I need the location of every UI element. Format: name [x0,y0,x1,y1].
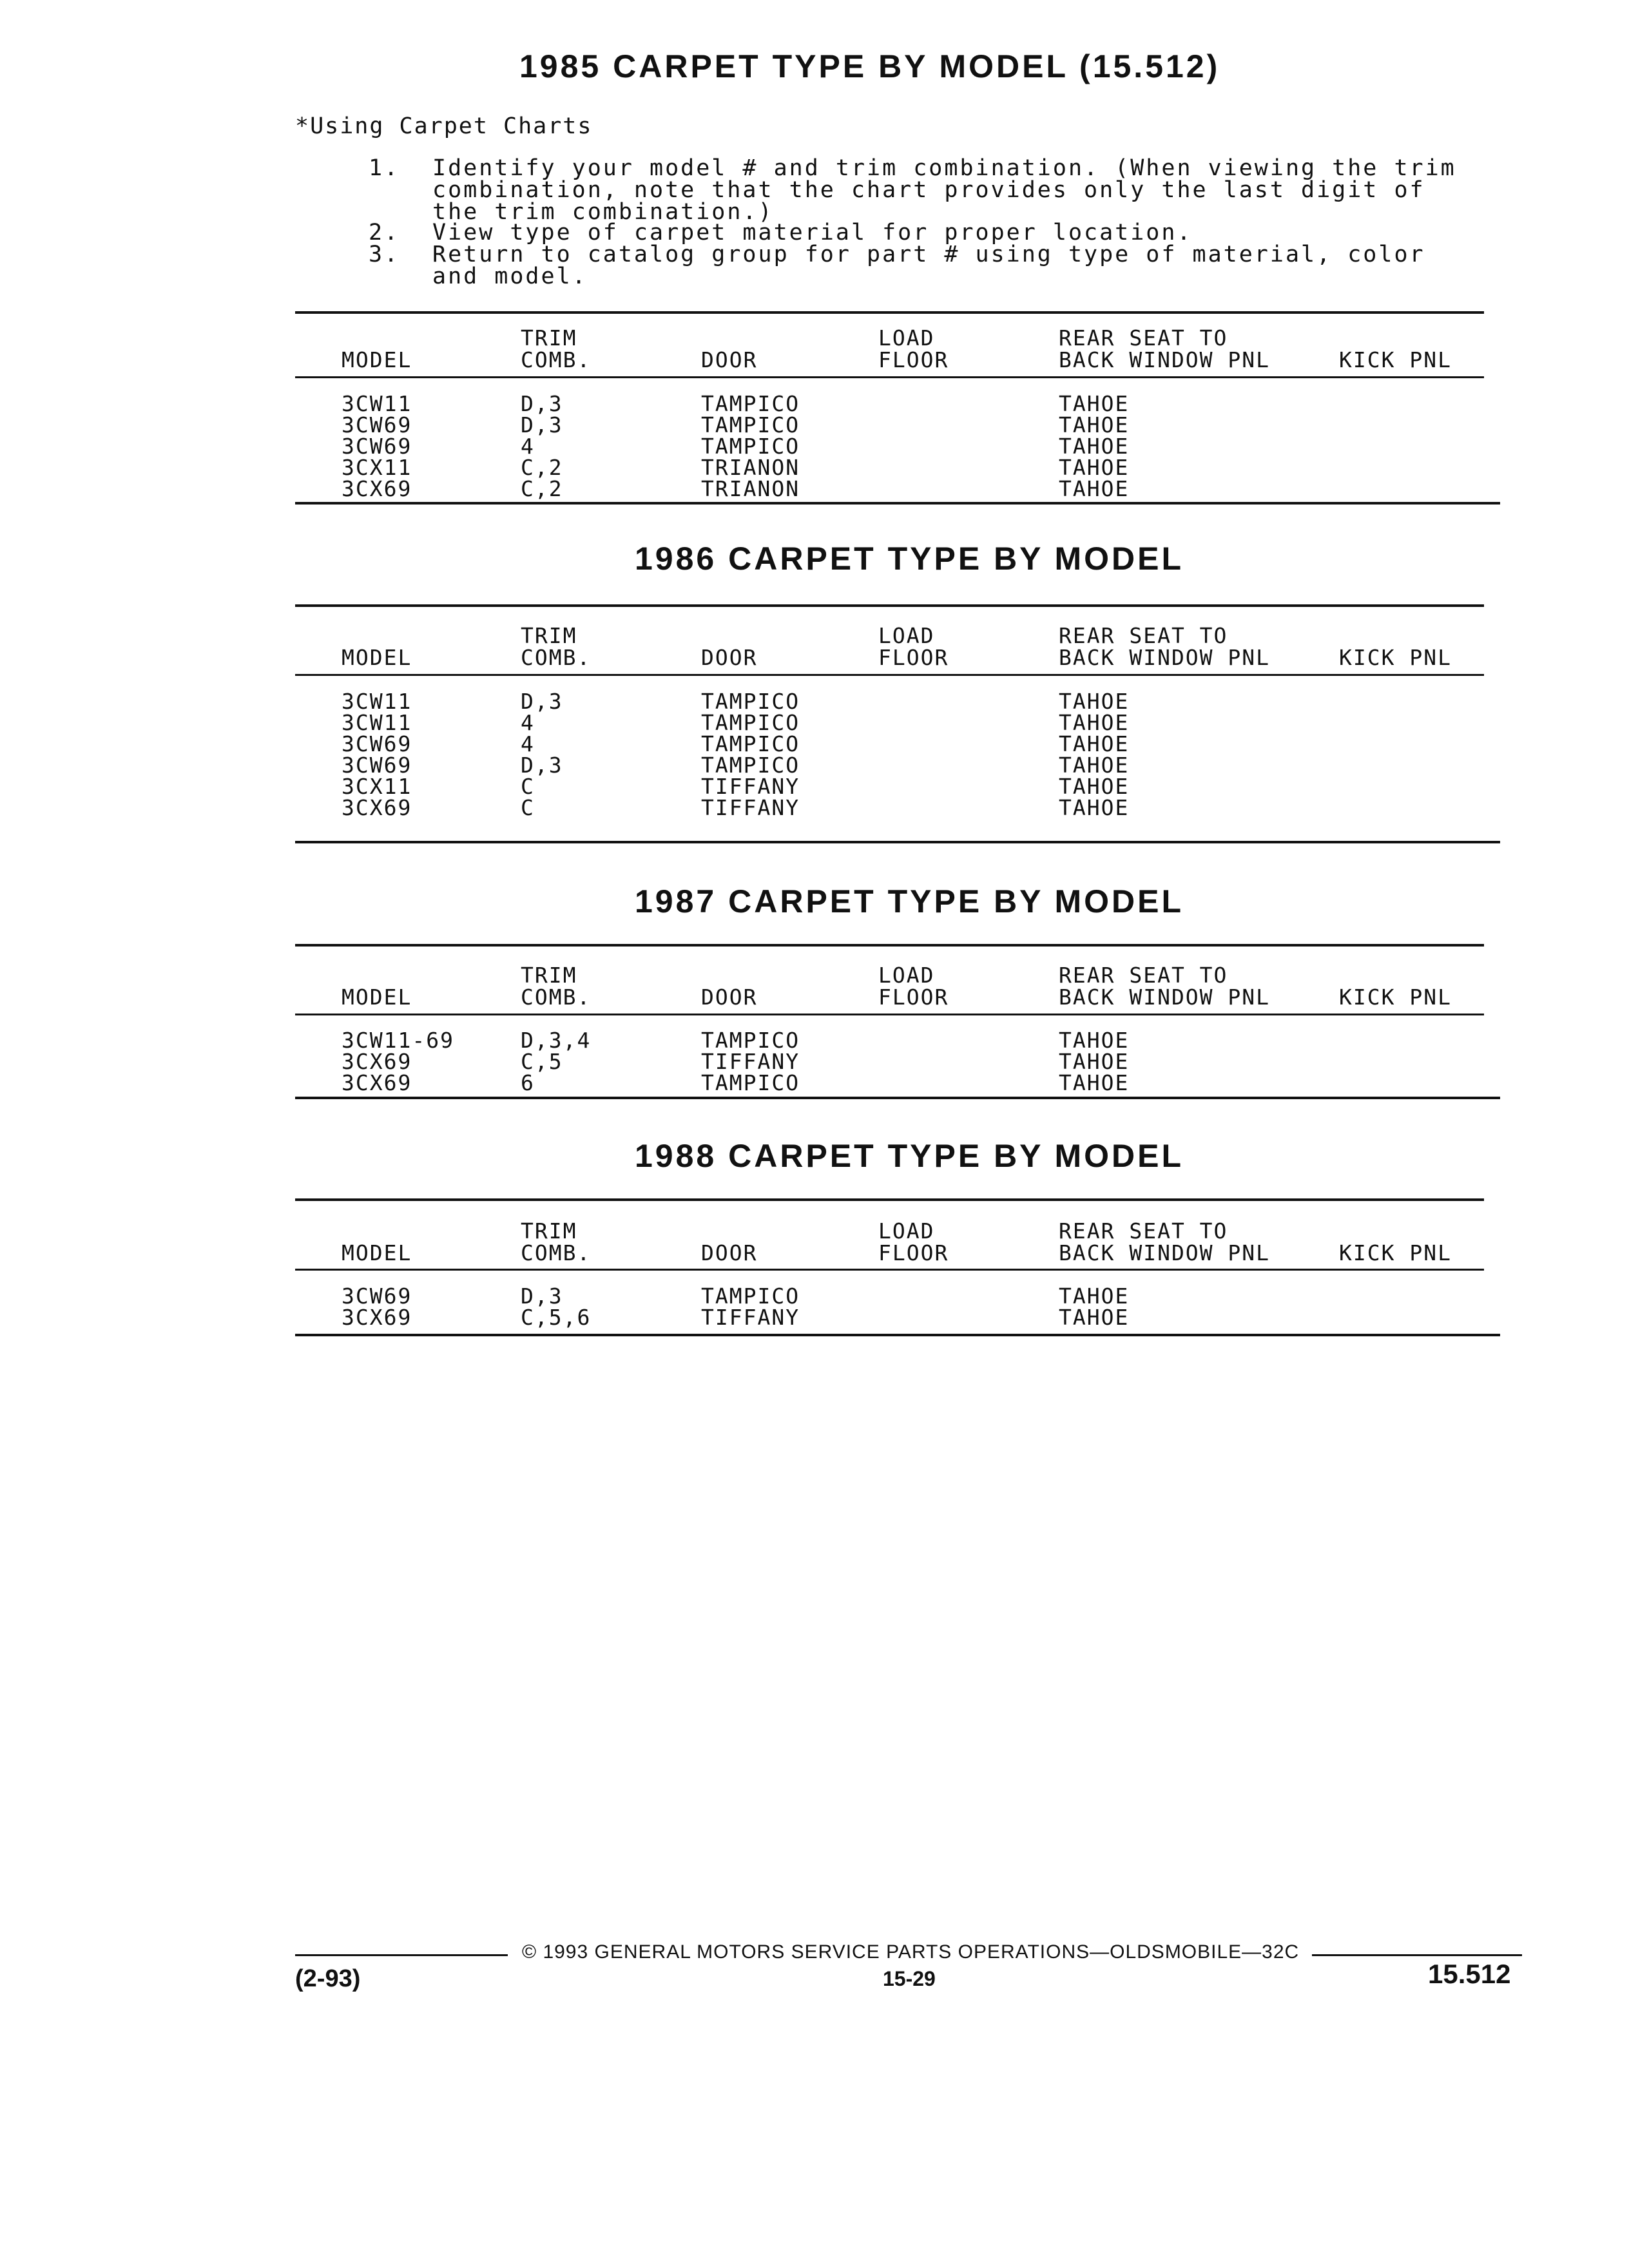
header-model: MODEL [342,645,412,670]
table-1985-header-rule [295,376,1484,378]
header-trim: TRIM [521,325,577,351]
instruction-2-number: 2. [369,220,400,245]
cell-trim: 4 [521,731,535,756]
header-kick-pnl: KICK PNL [1339,1240,1452,1265]
instruction-1-number: 1. [369,155,400,181]
cell-rear: TAHOE [1059,455,1130,480]
table-1987-header-rule [295,1014,1484,1015]
cell-rear: TAHOE [1059,391,1130,416]
cell-model: 3CW69 [342,1283,412,1309]
footer-left-rule [295,1954,508,1956]
cell-door: TAMPICO [701,689,800,714]
cell-door: TAMPICO [701,753,800,778]
header-back-window: BACK WINDOW PNL [1059,645,1271,670]
cell-door: TIFFANY [701,1049,800,1074]
cell-rear: TAHOE [1059,689,1130,714]
cell-model: 3CX11 [342,774,412,799]
cell-rear: TAHOE [1059,1028,1130,1053]
header-model: MODEL [342,985,412,1010]
cell-trim: C,2 [521,455,563,480]
cell-door: TAMPICO [701,412,800,437]
cell-rear: TAHOE [1059,1070,1130,1095]
using-carpet-charts-label: *Using Carpet Charts [295,113,593,139]
table-1988-header-rule [295,1269,1484,1271]
header-load: LOAD [878,325,935,351]
cell-trim: D,3,4 [521,1028,592,1053]
instruction-3-number: 3. [369,242,400,267]
cell-door: TIFFANY [701,1305,800,1330]
table-1985-top-rule [295,311,1484,314]
header-door: DOOR [701,645,758,670]
cell-model: 3CX11 [342,455,412,480]
instruction-1-text: Identify your model # and trim combination. (When viewing the trim combination, note that the chart provides only the last digit of the trim combination.) [432,155,1456,225]
header-model: MODEL [342,1240,412,1265]
header-kick-pnl: KICK PNL [1339,645,1452,670]
cell-model: 3CW69 [342,753,412,778]
header-back-window: BACK WINDOW PNL [1059,1240,1271,1265]
cell-trim: C,5 [521,1049,563,1074]
footer-date: (2-93) [295,1965,361,1992]
cell-door: TIFFANY [701,774,800,799]
header-load: LOAD [878,623,935,648]
header-comb: COMB. [521,347,592,372]
cell-model: 3CW11-69 [342,1028,454,1053]
instruction-3-text: Return to catalog group for part # using type of material, color and model. [432,242,1425,289]
cell-model: 3CW11 [342,710,412,735]
header-floor: FLOOR [878,985,949,1010]
cell-rear: TAHOE [1059,1305,1130,1330]
header-floor: FLOOR [878,645,949,670]
cell-door: TAMPICO [701,1070,800,1095]
header-comb: COMB. [521,1240,592,1265]
cell-model: 3CW11 [342,689,412,714]
header-floor: FLOOR [878,347,949,372]
cell-trim: D,3 [521,1283,563,1309]
cell-trim: 4 [521,434,535,459]
header-load: LOAD [878,1218,935,1244]
cell-rear: TAHOE [1059,731,1130,756]
cell-trim: C,5,6 [521,1305,592,1330]
header-trim: TRIM [521,623,577,648]
instructions-list [369,157,1477,293]
header-rear-seat: REAR SEAT TO [1059,623,1228,648]
header-kick-pnl: KICK PNL [1339,347,1452,372]
title-1986: 1986 CARPET TYPE BY MODEL [635,541,1184,577]
header-comb: COMB. [521,645,592,670]
cell-rear: TAHOE [1059,753,1130,778]
footer-section-number: 15.512 [1428,1959,1511,1989]
footer-page-number: 15-29 [883,1967,936,1990]
cell-rear: TAHOE [1059,1049,1130,1074]
instruction-2-text: View type of carpet material for proper location. [432,220,1193,245]
cell-model: 3CX69 [342,795,412,820]
header-door: DOOR [701,1240,758,1265]
cell-rear: TAHOE [1059,795,1130,820]
cell-door: TAMPICO [701,710,800,735]
cell-trim: C [521,795,535,820]
table-1986-bottom-rule [295,841,1500,843]
cell-model: 3CW69 [342,412,412,437]
header-comb: COMB. [521,985,592,1010]
table-1986-top-rule [295,604,1484,607]
cell-rear: TAHOE [1059,412,1130,437]
header-load: LOAD [878,963,935,988]
table-1986-header-rule [295,674,1484,676]
title-1985: 1985 CARPET TYPE BY MODEL (15.512) [519,48,1220,84]
table-1985-bottom-rule [295,502,1500,505]
cell-door: TRIANON [701,476,800,501]
header-back-window: BACK WINDOW PNL [1059,985,1271,1010]
cell-trim: D,3 [521,412,563,437]
header-back-window: BACK WINDOW PNL [1059,347,1271,372]
cell-door: TRIANON [701,455,800,480]
cell-door: TIFFANY [701,795,800,820]
header-floor: FLOOR [878,1240,949,1265]
cell-door: TAMPICO [701,1283,800,1309]
footer-right-rule [1312,1954,1522,1956]
cell-trim: D,3 [521,753,563,778]
header-rear-seat: REAR SEAT TO [1059,963,1228,988]
footer-copyright: © 1993 GENERAL MOTORS SERVICE PARTS OPERATIONS—OLDSMOBILE—32C [522,1941,1300,1963]
header-kick-pnl: KICK PNL [1339,985,1452,1010]
cell-model: 3CX69 [342,476,412,501]
cell-door: TAMPICO [701,731,800,756]
cell-model: 3CW11 [342,391,412,416]
cell-rear: TAHOE [1059,1283,1130,1309]
cell-rear: TAHOE [1059,774,1130,799]
cell-rear: TAHOE [1059,710,1130,735]
title-1987: 1987 CARPET TYPE BY MODEL [635,883,1184,919]
header-door: DOOR [701,347,758,372]
cell-model: 3CX69 [342,1305,412,1330]
cell-trim: D,3 [521,689,563,714]
header-rear-seat: REAR SEAT TO [1059,1218,1228,1244]
cell-trim: D,3 [521,391,563,416]
cell-door: TAMPICO [701,1028,800,1053]
cell-model: 3CW69 [342,434,412,459]
table-1988-bottom-rule [295,1334,1500,1336]
cell-model: 3CX69 [342,1070,412,1095]
cell-model: 3CX69 [342,1049,412,1074]
cell-rear: TAHOE [1059,434,1130,459]
cell-trim: C [521,774,535,799]
header-rear-seat: REAR SEAT TO [1059,325,1228,351]
table-1988-top-rule [295,1198,1484,1201]
header-trim: TRIM [521,963,577,988]
header-trim: TRIM [521,1218,577,1244]
cell-door: TAMPICO [701,391,800,416]
table-1987-top-rule [295,944,1484,947]
cell-trim: 4 [521,710,535,735]
cell-model: 3CW69 [342,731,412,756]
cell-rear: TAHOE [1059,476,1130,501]
header-door: DOOR [701,985,758,1010]
header-model: MODEL [342,347,412,372]
title-1988: 1988 CARPET TYPE BY MODEL [635,1138,1184,1174]
cell-trim: C,2 [521,476,563,501]
table-1987-bottom-rule [295,1097,1500,1099]
cell-door: TAMPICO [701,434,800,459]
cell-trim: 6 [521,1070,535,1095]
